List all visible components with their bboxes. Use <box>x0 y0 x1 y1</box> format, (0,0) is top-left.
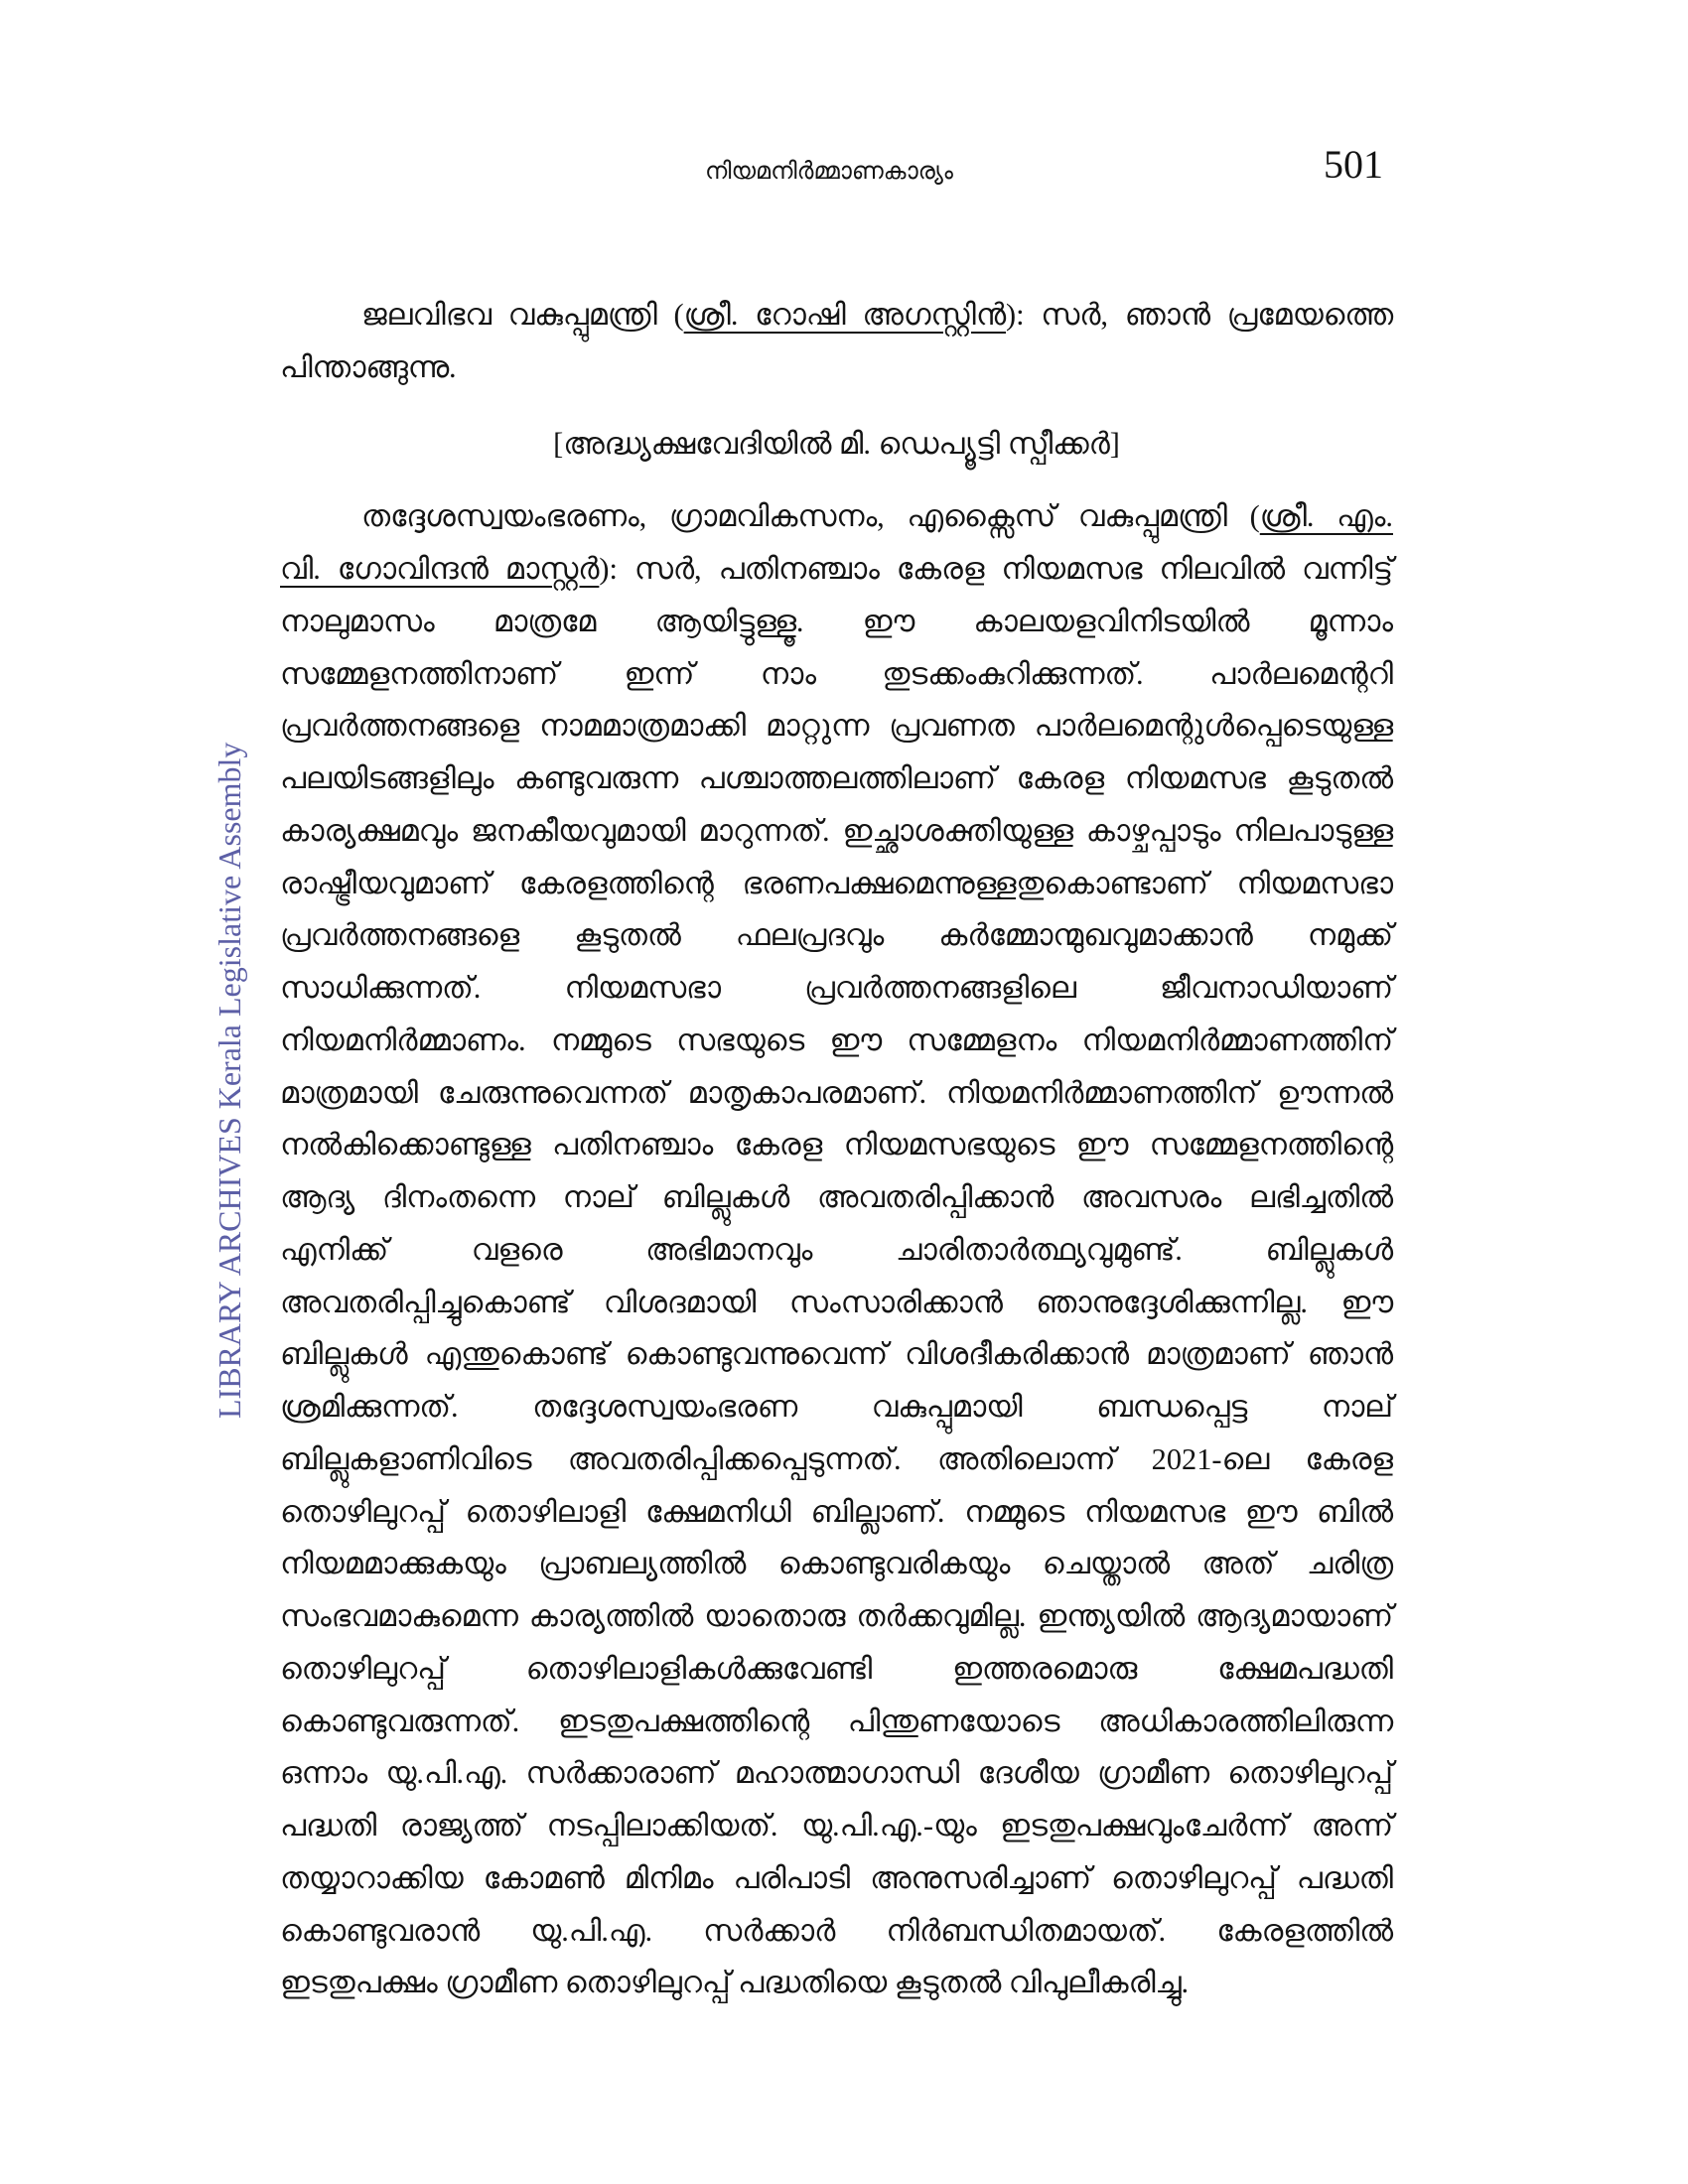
speech-2-line: കൊണ്ടുവരാൻ യു.പി.എ. സർക്കാർ നിർബന്ധിതമായത്. കേരളത്തിൽ <box>280 1913 1393 1948</box>
running-title: നിയമനിർമ്മാണകാര്യം <box>705 159 953 185</box>
speaker-name: ശ്രീ. എം. <box>1259 499 1393 534</box>
speech-2-line: നിയമമാക്കുകയും പ്രാബല്യത്തിൽ കൊണ്ടുവരികയും ചെയ്താൽ അത് ചരിത്ര <box>280 1547 1393 1581</box>
speech-2-line: തൊഴിലുറപ്പ് തൊഴിലാളികൾക്കുവേണ്ടി ഇത്തരമൊരു ക്ഷേമപദ്ധതി <box>280 1651 1393 1686</box>
chair-note: [അദ്ധ്യക്ഷവേദിയിൽ മി. ഡെപ്യൂട്ടി സ്പീക്കർ] <box>553 426 1120 461</box>
speech-paragraph-1 <box>280 289 1393 394</box>
speech-1-line <box>280 289 1393 341</box>
speech-2-line: ഇടതുപക്ഷം ഗ്രാമീണ തൊഴിലുറപ്പ് പദ്ധതിയെ കൂടുതൽ വിപുലീകരിച്ചു. <box>280 1966 1190 2000</box>
speech-2-line: രാഷ്ട്രീയവുമാണ് കേരളത്തിന്റെ ഭരണപക്ഷമെന്നുള്ളതുകൊണ്ടാണ് നിയമസഭാ <box>280 866 1393 900</box>
speech-2-line: മാത്രമായി ചേരുന്നുവെന്നത് മാതൃകാപരമാണ്. നിയമനിർമ്മാണത്തിന് ഊന്നൽ <box>280 1075 1393 1110</box>
speech-2-line: തയ്യാറാക്കിയ കോമൺ മിനിമം പരിപാടി അനുസരിച്ചാണ് തൊഴിലുറപ്പ് പദ്ധതി <box>280 1860 1393 1895</box>
speech-text: ): സർ, ഞാൻ പ്രമേയത്തെ <box>1006 298 1393 332</box>
speech-2-line: ഒന്നാം യു.പി.എ. സർക്കാരാണ് മഹാത്മാഗാന്ധി ദേശീയ ഗ്രാമീണ തൊഴിലുറപ്പ് <box>280 1756 1393 1791</box>
speech-2-line: കാര്യക്ഷമവും ജനകീയവുമായി മാറുന്നത്. ഇച്ഛാശക്തിയുള്ള കാഴ്ചപ്പാടും നിലപാടുള്ള <box>280 813 1393 848</box>
speech-paragraph-2 <box>280 490 1393 2009</box>
speaker-designation: ജലവിഭവ വകുപ്പുമന്ത്രി ( <box>361 298 684 332</box>
speech-text: ): സർ, പതിനഞ്ചാം കേരള നിയമസഭ നിലവിൽ വന്നിട്ട് <box>599 552 1393 586</box>
speech-2-line: ബില്ലുകൾ എന്തുകൊണ്ട് കൊണ്ടുവന്നുവെന്ന് വിശദീകരിക്കാൻ മാത്രമാണ് ഞാൻ <box>280 1337 1393 1372</box>
speaker-name: ശ്രീ. റോഷി അഗസ്റ്റിൻ <box>683 298 1007 332</box>
speech-2-line: പലയിടങ്ങളിലും കണ്ടുവരുന്ന പശ്ചാത്തലത്തിലാണ് കേരള നിയമസഭ കൂടുതൽ <box>280 761 1393 795</box>
speech-2-line: തൊഴിലുറപ്പ് തൊഴിലാളി ക്ഷേമനിധി ബില്ലാണ്. നമ്മുടെ നിയമസഭ ഈ ബിൽ <box>280 1494 1393 1529</box>
speech-2-line: കൊണ്ടുവരുന്നത്. ഇടതുപക്ഷത്തിന്റെ പിന്തുണയോടെ അധികാരത്തിലിരുന്ന <box>280 1704 1393 1738</box>
speech-2-line: ബില്ലുകളാണിവിടെ അവതരിപ്പിക്കപ്പെടുന്നത്. അതിലൊന്ന് 2021-ലെ കേരള <box>280 1441 1393 1476</box>
page-number: 501 <box>1324 142 1383 187</box>
speech-2-line: നാലുമാസം മാത്രമേ ആയിട്ടുള്ളൂ. ഈ കാലയളവിനിടയിൽ മൂന്നാം <box>280 604 1393 638</box>
speech-2-line: സംഭവമാകുമെന്ന കാര്യത്തിൽ യാതൊരു തർക്കവുമില്ല. ഇന്ത്യയിൽ ആദ്യമായാണ് <box>280 1599 1393 1633</box>
speech-2-line: ശ്രമിക്കുന്നത്. തദ്ദേശസ്വയംഭരണ വകുപ്പുമായി ബന്ധപ്പെട്ട നാല് <box>280 1390 1393 1424</box>
speech-2-line: പ്രവർത്തനങ്ങളെ നാമമാത്രമാക്കി മാറ്റുന്ന പ്രവണത പാർലമെന്റുൾപ്പെടെയുള്ള <box>280 709 1393 744</box>
speech-2-line: നിയമനിർമ്മാണം. നമ്മുടെ സഭയുടെ ഈ സമ്മേളനം നിയമനിർമ്മാണത്തിന് <box>280 1023 1393 1057</box>
speech-2-line: പ്രവർത്തനങ്ങളെ കൂടുതൽ ഫലപ്രദവും കർമ്മോന്മുഖവുമാക്കാൻ നമുക്ക് <box>280 918 1393 953</box>
speech-2-line: പദ്ധതി രാജ്യത്ത് നടപ്പിലാക്കിയത്. യു.പി.എ.-യും ഇടതുപക്ഷവുംചേർന്ന് അന്ന് <box>280 1809 1393 1843</box>
speech-2-line: സാധിക്കുന്നത്. നിയമസഭാ പ്രവർത്തനങ്ങളിലെ ജീവനാഡിയാണ് <box>280 971 1393 1005</box>
archive-watermark: LIBRARY ARCHIVES Kerala Legislative Assembly <box>211 742 247 1419</box>
speech-2-line: നൽകിക്കൊണ്ടുള്ള പതിനഞ്ചാം കേരള നിയമസഭയുടെ ഈ സമ്മേളനത്തിന്റെ <box>280 1128 1393 1162</box>
speech-2-line: സമ്മേളനത്തിനാണ് ഇന്ന് നാം തുടക്കംകുറിക്കുന്നത്. പാർലമെന്ററി <box>280 656 1393 691</box>
speech-2-line: അവതരിപ്പിച്ചുകൊണ്ട് വിശദമായി സംസാരിക്കാൻ ഞാനുദ്ദേശിക്കുന്നില്ല. ഈ <box>280 1285 1393 1319</box>
speech-2-line: ആദ്യ ദിനംതന്നെ നാല് ബില്ലുകൾ അവതരിപ്പിക്കാൻ അവസരം ലഭിച്ചതിൽ <box>280 1180 1393 1214</box>
body-text <box>280 289 1393 2009</box>
speech-1-line: പിന്താങ്ങുന്നു. <box>280 349 457 384</box>
speech-2-line <box>280 490 1393 543</box>
speaker-designation: തദ്ദേശസ്വയംഭരണം, ഗ്രാമവികസനം, എക്സൈസ് വകുപ്പുമന്ത്രി ( <box>361 499 1260 534</box>
speech-2-line <box>280 543 1393 596</box>
speaker-name: വി. ഗോവിന്ദൻ മാസ്റ്റർ <box>280 552 600 586</box>
speech-2-line: എനിക്ക് വളരെ അഭിമാനവും ചാരിതാർത്ഥ്യവുമുണ്ട്. ബില്ലുകൾ <box>280 1232 1393 1267</box>
